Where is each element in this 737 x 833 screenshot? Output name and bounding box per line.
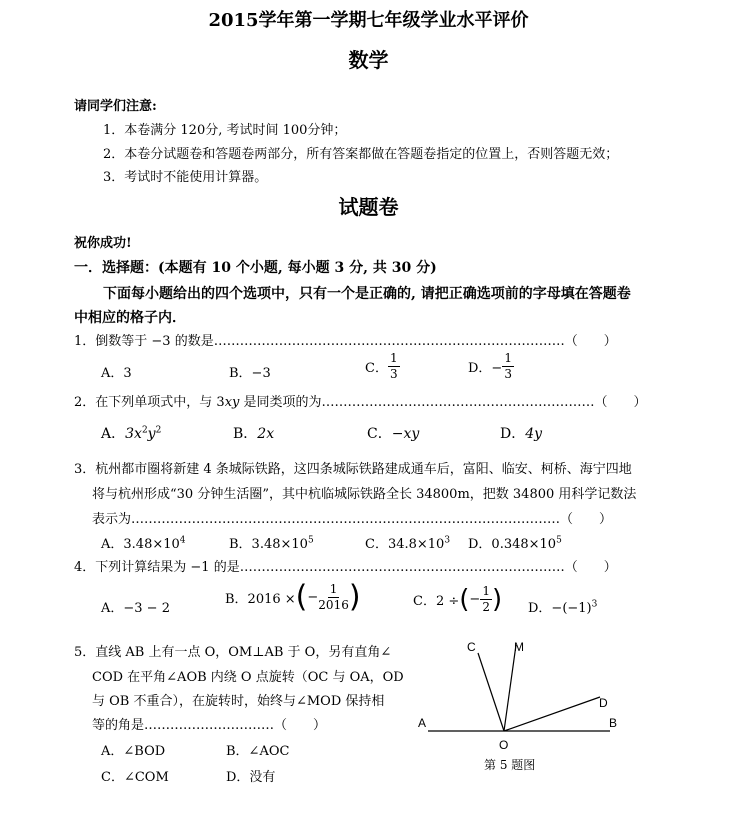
q1-option-d-denominator: 3 (504, 367, 512, 381)
q3-option-c-base: C．34.8×10 (365, 537, 445, 552)
q3-option-c (365, 533, 450, 552)
q1-option-c-numerator: 1 (389, 351, 398, 365)
q3-option-d (468, 533, 562, 552)
ray-od (504, 697, 600, 731)
section-instruction-line-2: 中相应的格子内． (74, 310, 186, 326)
ray-om (504, 645, 516, 731)
q1-option-d (468, 351, 514, 382)
q1-stem: 1．倒数等于 −3 的数是………………………………………………………………………（ ） (74, 334, 617, 349)
q2-option-a (101, 423, 161, 443)
q4-option-b (225, 579, 361, 615)
label-o: O (499, 738, 509, 752)
q4-option-c-rparen: ) (491, 584, 503, 615)
q5-figure (410, 635, 630, 775)
q1-option-c-fraction (388, 351, 400, 382)
q4-option-c-denominator: 2 (482, 600, 490, 614)
q3-option-a (101, 533, 186, 552)
q4-option-c-numerator: 1 (482, 584, 490, 598)
q5-option-a: A．∠BOD (101, 744, 166, 759)
q2-option-a-var: y (147, 426, 156, 442)
q3-option-d-base: D．0.348×10 (468, 537, 557, 552)
q3-line-2: 将与杭州形成“30 分钟生活圈”，其中杭临城际铁路全长 34800m，把数 34800 用科学记数法 (92, 487, 637, 502)
q2-option-b (233, 423, 274, 443)
q2-option-b-label: B． (233, 426, 258, 442)
paper-title: 试题卷 (338, 195, 399, 219)
q5-line-2: COD 在平角∠AOB 内绕 O 点旋转（OC 与 OA，OD (92, 670, 404, 685)
q4-option-c-fraction (480, 584, 492, 615)
label-a: A (418, 716, 427, 730)
q2-option-a-exp-2: 2 (155, 425, 162, 436)
q4-option-b-fraction (318, 582, 349, 613)
q5-line-3: 与 OB 不重合），在旋转时，始终与∠MOD 保持相 (92, 694, 385, 709)
label-c: C (467, 640, 476, 654)
q2-option-c (367, 423, 419, 443)
section-instruction-line-1: 下面每小题给出的四个选项中，只有一个是正确的, 请把正确选项前的字母填在答题卷 (103, 286, 631, 302)
label-m: M (514, 640, 524, 654)
q1-option-c-label: C． (365, 361, 388, 376)
q4-option-b-lparen: ( (295, 579, 308, 615)
q4-option-d-label: D．−(−1) (528, 601, 592, 616)
q4-option-b-minus: − (307, 590, 319, 605)
q1-option-b: B．−3 (229, 366, 271, 381)
q5-option-c: C．∠COM (101, 770, 169, 785)
q2-stem-suffix: 是同类项的为………………………………………………………（ ） (239, 395, 647, 410)
notice-item-2: 2．本卷分试题卷和答题卷两部分，所有答案都做在答题卷指定的位置上，否则答题无效； (103, 147, 619, 162)
q5-option-d: D．没有 (226, 770, 276, 785)
q3-option-d-exp: 5 (556, 535, 562, 546)
subject-title: 数学 (348, 48, 389, 72)
q3-option-b-base: B．3.48×10 (229, 537, 308, 552)
label-d: D (599, 696, 608, 710)
q1-option-d-fraction (502, 351, 514, 382)
q4-option-b-rparen: ) (348, 579, 361, 615)
q4-option-a: A．−3 − 2 (101, 601, 170, 616)
q5-line-1: 5．直线 AB 上有一点 O，OM⊥AB 于 O，另有直角∠ (74, 645, 392, 660)
q4-option-b-label: B．2016 × (225, 592, 296, 607)
q4-option-b-numerator: 1 (329, 582, 338, 596)
q1-option-d-label: D．− (468, 361, 503, 376)
q5-line-4: 等的角是…………………………（ ） (92, 718, 327, 733)
exam-title: 2015学年第一学期七年级学业水平评价 (208, 10, 529, 31)
q3-option-a-base: A．3.48×10 (101, 537, 180, 552)
q4-stem: 4．下列计算结果为 −1 的是…………………………………………………………………（ ） (74, 560, 617, 575)
q3-option-a-exp: 4 (179, 535, 186, 546)
q2-stem-variable: xy (224, 395, 240, 410)
q3-line-1: 3．杭州都市圈将新建 4 条城际铁路，这四条城际铁路建成通车后，富阳、临安、柯桥、海宁四地 (74, 462, 632, 477)
q2-option-d-label: D． (500, 426, 526, 442)
ray-oc (478, 653, 504, 731)
q1-option-c (365, 351, 400, 382)
q2-option-b-term: 2x (257, 426, 275, 442)
q2-option-d-term: 4y (525, 426, 543, 442)
q1-option-c-denominator: 3 (389, 367, 398, 381)
notice-item-1: 1．本卷满分 120分, 考试时间 100分钟； (103, 123, 347, 138)
q5-option-b: B．∠AOC (226, 744, 290, 759)
q4-option-c-lparen: ( (459, 584, 470, 615)
q2-option-a-label: A． (101, 426, 126, 442)
section-heading: 一．选择题：(本题有 10 个小题, 每小题 3 分, 共 30 分) (74, 260, 437, 276)
q5-figure-caption: 第 5 题图 (484, 758, 536, 772)
notice-item-3: 3．考试时不能使用计算器。 (103, 170, 268, 185)
q3-option-b-exp: 5 (307, 535, 314, 546)
q4-option-d (528, 597, 597, 616)
notice-heading: 请同学们注意: (74, 99, 157, 114)
q2-option-c-label: C． (367, 426, 392, 442)
q4-option-c (413, 584, 502, 615)
greeting: 祝你成功! (74, 236, 132, 251)
q4-option-b-denominator: 2016 (318, 598, 349, 612)
q4-option-c-label: C．2 ÷ (413, 594, 460, 609)
q2-stem (74, 391, 647, 410)
q3-option-b (229, 533, 314, 552)
q2-stem-prefix: 2．在下列单项式中，与 3 (74, 395, 225, 410)
q4-option-c-minus: − (469, 592, 481, 607)
q2-option-a-term: 3x (125, 426, 142, 442)
q2-option-c-term: −xy (391, 426, 420, 442)
q2-option-d (500, 423, 542, 443)
q1-option-d-numerator: 1 (504, 351, 512, 365)
q2-option-a-exp-1: 2 (141, 425, 148, 436)
q1-option-a: A．3 (101, 366, 132, 381)
q4-option-d-exp: 3 (591, 599, 598, 610)
q3-option-c-exp: 3 (444, 535, 451, 546)
label-b: B (609, 716, 618, 730)
q3-line-3: 表示为………………………………………………………………………………………（ ） (92, 512, 613, 527)
